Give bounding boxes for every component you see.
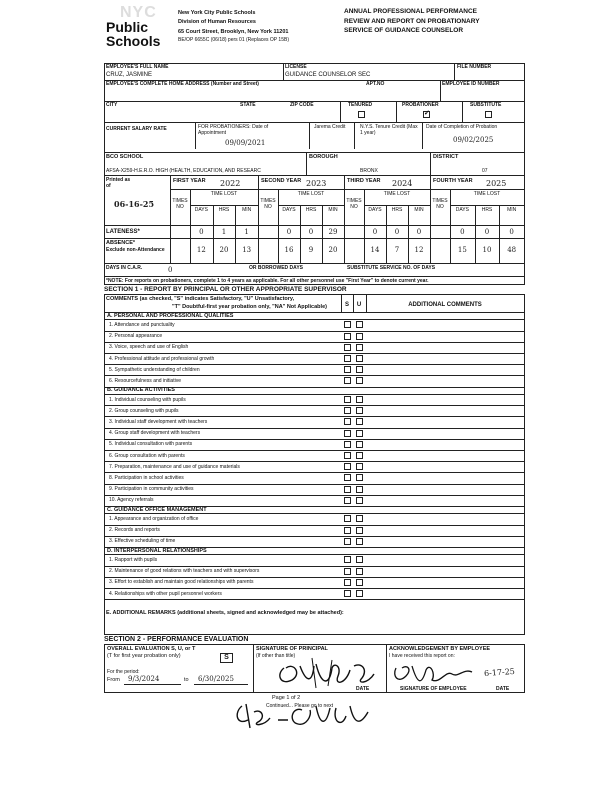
to-label: to [184, 677, 189, 683]
eval-item-u-checkbox[interactable] [356, 486, 363, 493]
overall-evaluation-sub: (T for first year probation only) [107, 653, 181, 659]
eval-item-s-checkbox[interactable] [344, 579, 351, 586]
eval-item-label: 10. Agency referrals [109, 497, 154, 504]
eval-item-u-checkbox[interactable] [356, 452, 363, 459]
employee-date-label: DATE [496, 686, 510, 692]
eval-item-u-checkbox[interactable] [356, 344, 363, 351]
group-title-3: C. GUIDANCE OFFICE MANAGEMENT [107, 506, 207, 513]
additional-comments-label: ADDITIONAL COMMENTS [408, 302, 482, 308]
eval-item-label: 6. Resourcefulness and initiative [109, 377, 181, 384]
overall-evaluation-label: OVERALL EVALUATION S, U, or T [107, 646, 196, 652]
days-car-value: 0 [168, 266, 173, 274]
absence-sub: Exclude non-Attendance [106, 247, 165, 253]
apt-label: APT.NO [366, 81, 385, 87]
eval-item-u-checkbox[interactable] [356, 515, 363, 522]
form-title-line1: ANNUAL PROFESSIONAL PERFORMANCE [344, 8, 478, 15]
logo-schools: Schools [106, 33, 161, 49]
eval-item-label: 4. Professional attitude and professional growth [109, 355, 215, 362]
eval-item-u-checkbox[interactable] [356, 441, 363, 448]
eval-item-s-checkbox[interactable] [344, 407, 351, 414]
eval-item-label: 1. Appearance and organization of office [109, 515, 199, 522]
acknowledgement-sub: I have received this report on: [389, 653, 455, 659]
time-lost-label-1: TIME LOST [210, 191, 238, 197]
eval-item-label: 5. Individual consultation with parents [109, 441, 193, 448]
nyc-logo [106, 5, 162, 53]
eval-item-label: 1. Individual counseling with pupils [109, 396, 186, 403]
min-header-1: MIN [242, 207, 252, 213]
lateness-cell-4-3: 0 [509, 228, 514, 236]
times-no-label-1: TIMES NO [172, 198, 188, 210]
eval-item-s-checkbox[interactable] [344, 474, 351, 481]
eval-item-s-checkbox[interactable] [344, 556, 351, 563]
absence-cell-4-3: 48 [507, 246, 517, 254]
times-no-label-3: TIMES NO [346, 198, 362, 210]
eval-item-label: 6. Group consultation with parents [109, 452, 185, 459]
bco-school: AFSA-X259-H.E.R.O. HIGH (HEALTH, EDUCATION, AND RESEARC [106, 168, 261, 174]
acknowledgement-label: ACKNOWLEDGEMENT BY EMPLOYEE [389, 646, 491, 652]
eval-item-label: 7. Preparation, maintenance and use of guidance materials [109, 463, 240, 470]
agency-line4: BE/OP 6655C (06/18) pers 01 (Replaces OP 15B) [178, 36, 289, 43]
district-label: DISTRICT [433, 154, 459, 160]
lateness-cell-2-3: 29 [328, 228, 338, 236]
borough-value: BRONX [360, 168, 378, 174]
tenured-label: TENURED [348, 102, 373, 108]
employee-signature [390, 660, 480, 688]
eval-item-label: 2. Records and reports [109, 527, 160, 534]
state-label: STATE [240, 102, 256, 108]
from-label: From [107, 677, 120, 683]
from-date: 9/3/2024 [128, 675, 160, 683]
comments-line2: "T" Doubtful-first year probation only, "NA" Not Applicable) [172, 304, 327, 310]
eval-item-s-checkbox[interactable] [344, 441, 351, 448]
probationer-checkmark: ✓ [424, 110, 430, 117]
times-no-label-2: TIMES NO [260, 198, 276, 210]
days-car-label: DAYS IN C.A.R. [106, 265, 143, 271]
absence-cell-2-2: 9 [308, 246, 314, 254]
district-value: 07 [482, 168, 488, 174]
lateness-cell-4-2: 0 [484, 228, 490, 236]
logo-mark: NYC [120, 4, 157, 21]
eval-item-u-checkbox[interactable] [356, 377, 363, 384]
to-date: 6/30/2025 [198, 675, 234, 683]
eval-item-label: 5. Sympathetic understanding of children [109, 366, 200, 373]
eval-item-s-checkbox[interactable] [344, 344, 351, 351]
eval-item-s-checkbox[interactable] [344, 430, 351, 437]
min-header-3: MIN [414, 207, 424, 213]
group-title-1: A. PERSONAL AND PROFESSIONAL QUALITIES [107, 312, 234, 319]
full-name-value: CRUZ, JASMINE [106, 72, 153, 78]
city-label: CITY [106, 102, 118, 108]
year-label-2: SECOND YEAR [261, 178, 302, 184]
form-title [344, 8, 524, 35]
eval-item-label: 2. Maintenance of good relations with teachers and with supervisors [109, 568, 260, 575]
comments-line1: COMMENTS (as checked, "S" indicates Satisfactory, "U" Unsatisfactory, [106, 296, 295, 302]
eval-item-u-checkbox[interactable] [356, 474, 363, 481]
absence-cell-3-2: 7 [394, 246, 400, 254]
hrs-header-3: HRS [391, 207, 403, 213]
eval-item-s-checkbox[interactable] [344, 418, 351, 425]
bco-label: BCO SCHOOL [106, 154, 144, 160]
time-lost-label-2: TIME LOST [297, 191, 325, 197]
absence-cell-2-1: 16 [284, 246, 294, 254]
lateness-cell-3-1: 0 [372, 228, 378, 236]
full-name-label: EMPLOYEE'S FULL NAME [106, 64, 169, 70]
reviewer-signature [232, 698, 382, 732]
eval-item-u-checkbox[interactable] [356, 407, 363, 414]
borrowed-label: OR BORROWED DAYS [249, 265, 303, 271]
eval-item-u-checkbox[interactable] [356, 418, 363, 425]
absence-cell-2-3: 20 [328, 246, 338, 254]
principal-signature [272, 654, 382, 690]
year-value-2: 2023 [306, 179, 327, 188]
absence-cell-4-1: 15 [457, 246, 467, 254]
year-value-3: 2024 [392, 179, 413, 188]
file-number-label: FILE NUMBER [457, 64, 492, 70]
eval-item-s-checkbox[interactable] [344, 527, 351, 534]
section1-title: SECTION 1 - REPORT BY PRINCIPAL OR OTHER APPROPRIATE SUPERVISOR [104, 286, 347, 293]
eval-item-label: 4. Group staff development with teachers [109, 430, 201, 437]
address-label: EMPLOYEE'S COMPLETE HOME ADDRESS (Number and Street) [106, 81, 259, 87]
eval-item-label: 3. Effective scheduling of time [109, 538, 176, 545]
eval-item-s-checkbox[interactable] [344, 590, 351, 597]
zip-label: ZIP CODE [290, 102, 314, 108]
eval-item-s-checkbox[interactable] [344, 396, 351, 403]
salary-label: CURRENT SALARY RATE [106, 126, 167, 132]
eval-item-u-checkbox[interactable] [356, 579, 363, 586]
lateness-cell-4-1: 0 [460, 228, 465, 236]
logo-public: Public [106, 19, 149, 35]
completion-date: 09/02/2025 [453, 136, 494, 144]
eval-item-label: 3. Effort to establish and maintain good relationships with parents [109, 579, 254, 586]
year-label-4: FOURTH YEAR [433, 178, 473, 184]
eval-item-s-checkbox[interactable] [344, 515, 351, 522]
absence-cell-4-2: 10 [482, 246, 492, 254]
for-period-label: For the period: [107, 669, 140, 675]
printed-date: 06-16-25 [114, 199, 155, 209]
days-header-4: DAYS [455, 207, 469, 213]
substitute-checkbox[interactable] [485, 111, 492, 118]
eval-item-s-checkbox[interactable] [344, 377, 351, 384]
lateness-label: LATENESS* [106, 229, 140, 235]
time-lost-label-3: TIME LOST [383, 191, 411, 197]
eval-item-u-checkbox[interactable] [356, 527, 363, 534]
eval-item-label: 1. Rapport with pupils [109, 556, 158, 563]
days-header-1: DAYS [194, 207, 208, 213]
eval-item-label: 1. Attendance and punctuality [109, 321, 175, 328]
form-title-line2: REVIEW AND REPORT ON PROBATIONARY [344, 17, 480, 25]
eval-item-u-checkbox[interactable] [356, 497, 363, 504]
eval-item-u-checkbox[interactable] [356, 321, 363, 328]
employee-date: 6-17-25 [483, 666, 516, 679]
eval-item-label: 8. Participation in school activities [109, 474, 184, 481]
eval-item-u-checkbox[interactable] [356, 366, 363, 373]
principal-signature-label: SIGNATURE OF PRINCIPAL [256, 646, 328, 652]
eval-item-s-checkbox[interactable] [344, 486, 351, 493]
employee-signature-label: SIGNATURE OF EMPLOYEE [400, 686, 467, 692]
appointment-date: 09/09/2021 [225, 139, 266, 147]
continued-note: Continued... Please go to next [266, 703, 333, 709]
year-value-1: 2022 [220, 179, 241, 188]
eval-item-u-checkbox[interactable] [356, 355, 363, 362]
year-label-1: FIRST YEAR [173, 178, 206, 184]
absence-cell-1-2: 20 [219, 246, 229, 254]
lateness-cell-2-2: 0 [308, 228, 314, 236]
eval-item-label: 2. Group counseling with pupils [109, 407, 179, 414]
printed-label: Printed as of [106, 177, 131, 189]
employee-id-label: EMPLOYEE ID NUMBER [442, 81, 500, 87]
hrs-header-4: HRS [481, 207, 493, 213]
absence-cell-1-1: 12 [196, 246, 206, 254]
borough-label: BOROUGH [309, 154, 338, 160]
agency-line1: New York City Public Schools [178, 10, 256, 16]
group-title-2: B. GUIDANCE ACTIVITIES [107, 387, 175, 394]
agency-line2: Division of Human Resources [178, 18, 256, 25]
section2-title: SECTION 2 - PERFORMANCE EVALUATION [104, 636, 249, 643]
substitute-service-label: SUBSTITUTE SERVICE NO. OF DAYS [347, 265, 436, 271]
lateness-cell-3-2: 0 [394, 228, 400, 236]
tenure-credit-label: N.Y.S. Tenure Credit (Max 1 year) [360, 124, 418, 136]
principal-date-label: DATE [356, 686, 370, 692]
days-header-2: DAYS [282, 207, 296, 213]
absence-cell-1-3: 13 [242, 246, 252, 254]
tenured-checkbox[interactable] [358, 111, 365, 118]
substitute-label: SUBSTITUTE [470, 102, 502, 108]
eval-item-s-checkbox[interactable] [344, 568, 351, 575]
eval-item-s-checkbox[interactable] [344, 333, 351, 340]
eval-item-u-checkbox[interactable] [356, 568, 363, 575]
absence-cell-3-1: 14 [370, 246, 380, 254]
eval-item-label: 3. Individual staff development with teachers [109, 418, 208, 425]
eval-item-s-checkbox[interactable] [344, 366, 351, 373]
min-header-4: MIN [507, 207, 517, 213]
eval-item-u-checkbox[interactable] [356, 430, 363, 437]
license-label: LICENSE [285, 64, 307, 70]
eval-item-s-checkbox[interactable] [344, 463, 351, 470]
eval-item-label: 3. Voice, speech and use of English [109, 344, 189, 351]
eval-item-label: 4. Relationships with other pupil personnel workers [109, 590, 222, 597]
eval-item-u-checkbox[interactable] [356, 556, 363, 563]
completion-label: Date of Completion of Probation [426, 124, 498, 130]
attendance-note: *NOTE: For reports on probationers, complete 1 to 4 years as applicable. For all other personnel use "First Year" to denote current year. [106, 278, 429, 284]
s-column-label: S [344, 302, 349, 308]
page-number: Page 1 of 2 [272, 695, 301, 701]
hrs-header-1: HRS [218, 207, 230, 213]
u-column-label: U [356, 302, 362, 308]
absence-cell-3-3: 12 [414, 246, 424, 254]
license-value: GUIDANCE COUNSELOR SEC [285, 72, 371, 78]
absence-label: ABSENCE* [106, 240, 136, 246]
eval-item-s-checkbox[interactable] [344, 452, 351, 459]
eval-item-s-checkbox[interactable] [344, 538, 351, 545]
eval-item-label: 9. Participation in community activities [109, 486, 194, 493]
times-no-label-4: TIMES NO [432, 198, 448, 210]
days-header-3: DAYS [368, 207, 382, 213]
lateness-cell-1-2: 1 [221, 228, 227, 236]
eval-item-u-checkbox[interactable] [356, 396, 363, 403]
agency-line3: 65 Court Street, Brooklyn, New York 11201 [178, 29, 289, 35]
overall-evaluation-value[interactable]: S [220, 653, 233, 663]
form-title-line3: SERVICE OF GUIDANCE COUNSELOR [344, 27, 464, 34]
agency-block [178, 10, 338, 43]
eval-item-u-checkbox[interactable] [356, 463, 363, 470]
eval-item-u-checkbox[interactable] [356, 590, 363, 597]
lateness-cell-1-3: 1 [244, 228, 249, 236]
eval-item-s-checkbox[interactable] [344, 355, 351, 362]
additional-remarks-label: E. ADDITIONAL REMARKS (additional sheets, signed and acknowledged may be attached): [106, 610, 344, 616]
eval-item-u-checkbox[interactable] [356, 333, 363, 340]
appointment-label: FOR PROBATIONERS: Date of Appointment [198, 124, 269, 136]
group-title-4: D. INTERPERSONAL RELATIONSHIPS [107, 547, 207, 554]
lateness-cell-2-1: 0 [286, 228, 292, 236]
year-label-3: THIRD YEAR [347, 178, 381, 184]
lateness-cell-1-1: 0 [199, 228, 204, 236]
eval-item-u-checkbox[interactable] [356, 538, 363, 545]
eval-item-s-checkbox[interactable] [344, 321, 351, 328]
min-header-2: MIN [328, 207, 338, 213]
eval-item-s-checkbox[interactable] [344, 497, 351, 504]
lateness-cell-3-3: 0 [416, 228, 422, 236]
hrs-header-2: HRS [305, 207, 317, 213]
year-value-4: 2025 [486, 179, 507, 188]
probationer-label: PROBATIONER [402, 102, 439, 108]
time-lost-label-4: TIME LOST [473, 191, 501, 197]
eval-item-label: 2. Personal appearance [109, 333, 163, 340]
principal-signature-sub: (If other than title) [256, 653, 296, 659]
jarema-label: Jarema Credit [314, 124, 346, 130]
